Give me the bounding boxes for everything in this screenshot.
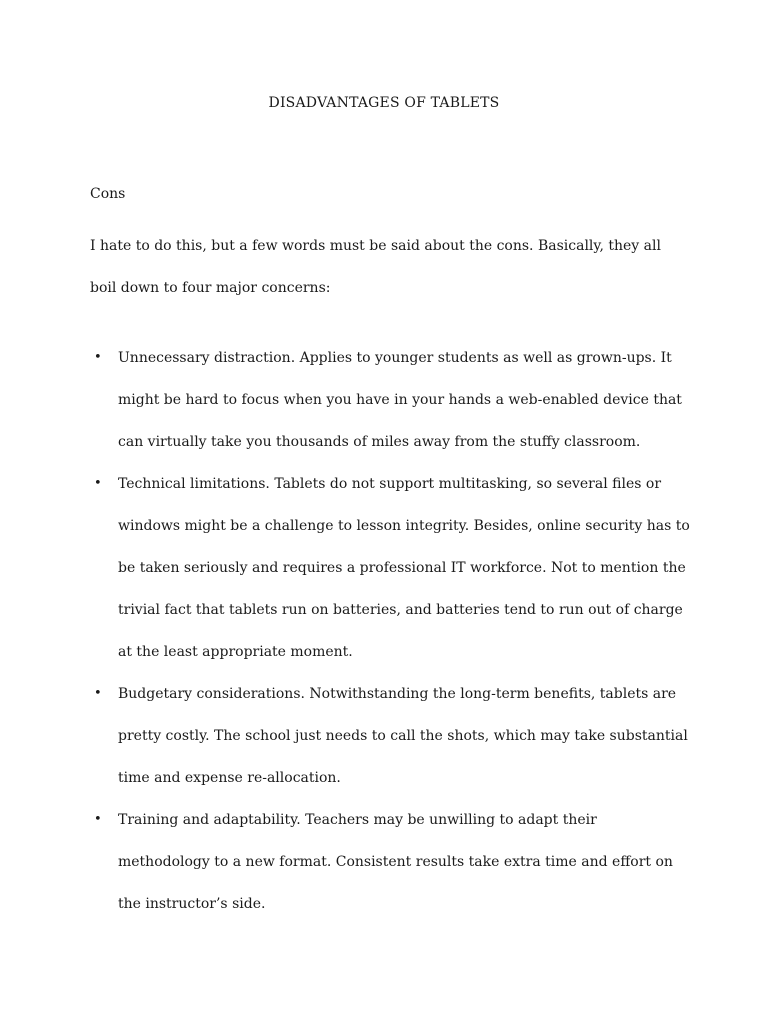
bullet-icon: • (94, 350, 102, 365)
document-title: DISADVANTAGES OF TABLETS (268, 95, 500, 111)
list-item-text: Unnecessary distraction. Applies to younger students as well as grown-ups. It might be hard to focus when you have in your hands a web-enabled device that can virtually take you thousands of miles away from the stuffy classroom. (118, 350, 682, 450)
intro-paragraph: I hate to do this, but a few words must be said about the cons. Basically, they all boil down to four major concerns: (90, 238, 661, 296)
list-item (90, 337, 690, 463)
list-item-text: Training and adaptability. Teachers may be unwilling to adapt their methodology to a new format. Consistent results take extra time and effort on the instructor’s side. (118, 812, 673, 912)
bullet-icon: • (94, 812, 102, 827)
cons-list (90, 337, 690, 925)
bullet-icon: • (94, 476, 102, 491)
list-item-text: Technical limitations. Tablets do not support multitasking, so several files or windows might be a challenge to lesson integrity. Besides, online security has to be taken seriously and requires a professional IT workforce. Not to mention the trivial fact that tablets run on batteries, and batteries tend to run out of charge at the least appropriate moment. (118, 476, 690, 660)
section-heading: Cons (90, 186, 126, 202)
bullet-icon: • (94, 686, 102, 701)
list-item (90, 463, 690, 673)
list-item (90, 799, 690, 925)
list-item (90, 673, 690, 799)
list-item-text: Budgetary considerations. Notwithstanding the long-term benefits, tablets are pretty costly. The school just needs to call the shots, which may take substantial time and expense re-allocation. (118, 686, 688, 786)
